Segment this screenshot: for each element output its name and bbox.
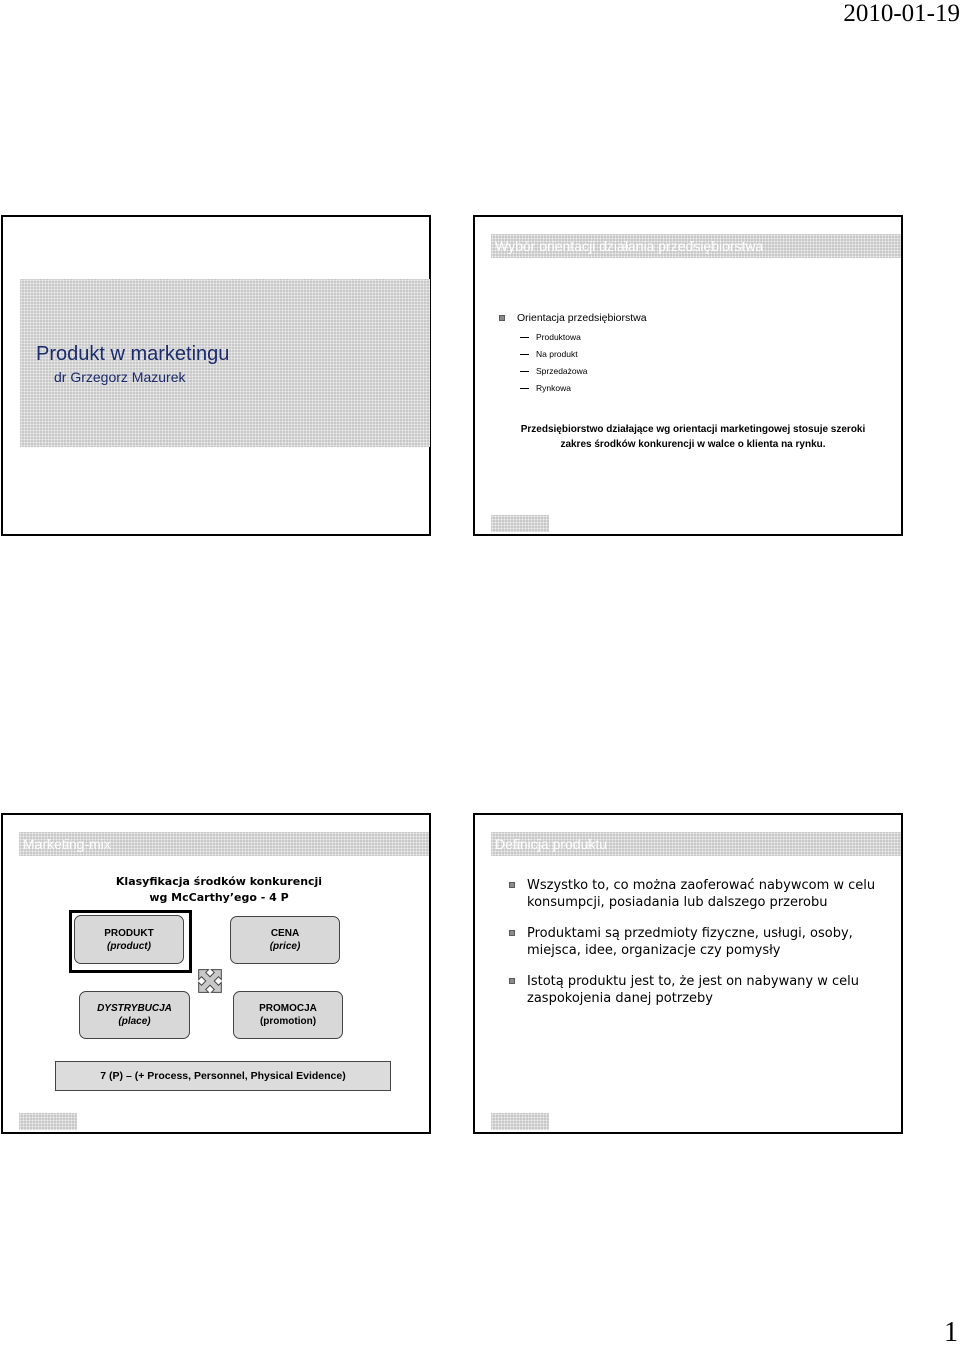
orientation-list — [499, 312, 647, 400]
list-subitem — [499, 332, 647, 342]
slide-title-bar: Marketing-mix — [19, 832, 429, 856]
presentation-title: Produkt w marketingu — [36, 343, 230, 365]
list-subitem-label: Na produkt — [536, 349, 578, 359]
slide-product-definition — [473, 813, 903, 1134]
list-subitem-label: Sprzedażowa — [536, 366, 588, 376]
orientation-conclusion — [491, 422, 895, 452]
list-item — [499, 312, 647, 324]
page-date: 2010-01-19 — [843, 0, 960, 27]
box-label: DYSTRYBUCJA — [97, 1003, 172, 1014]
heading-line: Klasyfikacja środków konkurencji — [115, 875, 323, 888]
definition-list — [509, 877, 889, 1021]
slide-marketing-mix — [1, 813, 431, 1134]
slide-footer — [491, 1113, 549, 1130]
seven-p-box: 7 (P) – (+ Process, Personnel, Physical Evidence) — [55, 1061, 391, 1091]
list-item-label: Produktami są przedmioty fizyczne, usługi, osoby, miejsca, idee, organizacje czy pomysły — [527, 926, 853, 958]
heading-line: wg McCarthy’ego - 4 P — [149, 891, 289, 904]
list-subitem — [499, 349, 647, 359]
list-item — [509, 877, 889, 911]
list-subitem-label: Rynkowa — [536, 383, 571, 393]
list-subitem — [499, 366, 647, 376]
square-bullet-icon — [509, 930, 515, 936]
list-item-label: Orientacja przedsiębiorstwa — [517, 312, 647, 324]
box-label: PROMOCJA — [259, 1003, 317, 1014]
slide-title-bar: Definicja produktu — [491, 832, 901, 856]
list-item-label: Wszystko to, co można zaoferować nabywcom w celu konsumpcji, posiadania lub dalszego przerobu — [527, 878, 876, 910]
four-way-arrow-icon — [193, 964, 227, 998]
title-panel — [20, 279, 430, 447]
marketing-mix-heading — [43, 874, 395, 906]
square-bullet-icon — [509, 978, 515, 984]
list-item — [509, 973, 889, 1007]
slide-footer — [19, 1113, 77, 1130]
cena-box — [230, 916, 340, 964]
box-sublabel: (promotion) — [259, 1016, 317, 1027]
list-subitem-label: Produktowa — [536, 332, 581, 342]
dash-icon — [520, 337, 529, 338]
slide-footer — [491, 515, 549, 532]
slide-title — [1, 215, 431, 536]
slide-title-bar: Wybór orientacji działania przedsiębiorstwa — [491, 234, 901, 258]
dystrybucja-box — [79, 991, 190, 1039]
box-label: CENA — [270, 928, 300, 939]
box-sublabel: (price) — [269, 941, 301, 952]
promocja-box — [233, 991, 343, 1039]
conclusion-line: zakres środków konkurencji w walce o klienta na rynku. — [560, 439, 826, 450]
list-item-label: Istotą produktu jest to, że jest on nabywany w celu zaspokojenia danej potrzeby — [527, 974, 860, 1006]
box-label: PRODUKT — [104, 927, 154, 939]
list-item — [509, 925, 889, 959]
dash-icon — [520, 354, 529, 355]
produkt-box — [74, 915, 184, 964]
dash-icon — [520, 388, 529, 389]
list-subitem — [499, 383, 647, 393]
box-sublabel: (product) — [107, 940, 151, 952]
square-bullet-icon — [509, 882, 515, 888]
dash-icon — [520, 371, 529, 372]
slide-orientation — [473, 215, 903, 536]
square-bullet-icon — [499, 315, 505, 321]
presentation-author: dr Grzegorz Mazurek — [54, 369, 186, 385]
conclusion-line: Przedsiębiorstwo działające wg orientacji marketingowej stosuje szeroki — [520, 424, 866, 435]
box-sublabel: (place) — [118, 1016, 151, 1027]
page-number: 1 — [944, 1317, 958, 1348]
